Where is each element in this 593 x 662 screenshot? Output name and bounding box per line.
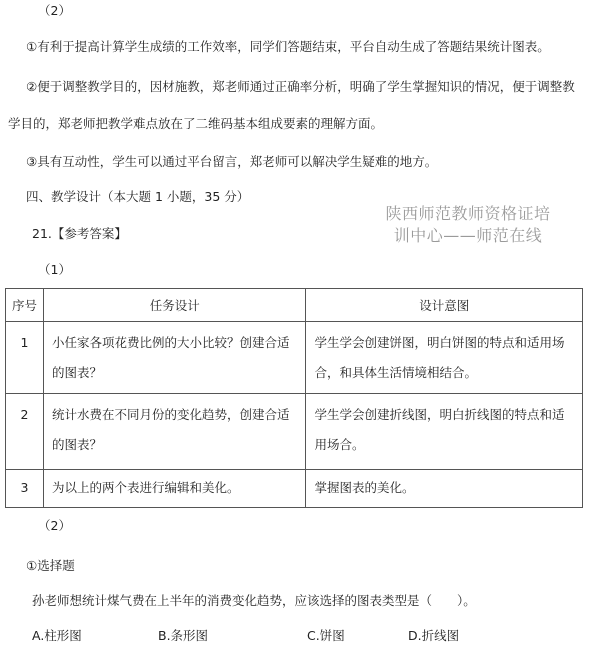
row-no: 3	[6, 470, 44, 508]
table-row	[6, 470, 583, 508]
question-21-heading: 21.【参考答案】	[32, 226, 127, 241]
point-2-line-2: 学目的，郑老师把教学难点放在了二维码基本组成要素的理解方面。	[8, 116, 384, 131]
row-intent: 学生学会创建饼图，明白饼图的特点和适用场合，和具体生活情境相结合。	[306, 322, 583, 394]
sub-1-label: （1）	[38, 262, 71, 277]
row-intent: 掌握图表的美化。	[306, 470, 583, 508]
row-task: 统计水费在不同月份的变化趋势，创建合适的图表？	[43, 394, 306, 470]
question-text: 孙老师想统计煤气费在上半年的消费变化趋势，应该选择的图表类型是（ ）。	[32, 593, 476, 608]
choice-question-title: ①选择题	[26, 558, 75, 573]
option-d: D.折线图	[408, 628, 460, 643]
point-3: ③具有互动性，学生可以通过平台留言，郑老师可以解决学生疑难的地方。	[26, 154, 438, 169]
option-c: C.饼图	[307, 628, 345, 643]
row-no: 2	[6, 394, 44, 470]
row-intent: 学生学会创建折线图，明白折线图的特点和适用场合。	[306, 394, 583, 470]
watermark	[368, 203, 568, 247]
row-no: 1	[6, 322, 44, 394]
header-task: 任务设计	[43, 289, 306, 322]
option-b: B.条形图	[158, 628, 209, 643]
header-intent: 设计意图	[306, 289, 583, 322]
section-4-heading: 四、教学设计（本大题 1 小题，35 分）	[26, 189, 250, 204]
option-a: A.柱形图	[32, 628, 82, 643]
task-design-table	[5, 288, 583, 508]
watermark-line-2: 训中心——师范在线	[393, 226, 543, 245]
table-header-row	[6, 289, 583, 322]
header-no: 序号	[6, 289, 44, 322]
table-row	[6, 394, 583, 470]
watermark-line-1: 陕西师范教师资格证培	[385, 204, 551, 223]
row-task: 小任家各项花费比例的大小比较？创建合适的图表？	[43, 322, 306, 394]
point-1: ①有利于提高计算学生成绩的工作效率，同学们答题结束，平台自动生成了答题结果统计图表。	[26, 39, 550, 54]
table-row	[6, 322, 583, 394]
row-task: 为以上的两个表进行编辑和美化。	[43, 470, 306, 508]
sub-2-label: （2）	[38, 518, 71, 533]
part-2-label: （2）	[38, 3, 71, 18]
point-2-line-1: ②便于调整教学目的，因材施教，郑老师通过正确率分析，明确了学生掌握知识的情况，便于调整教	[26, 79, 575, 94]
